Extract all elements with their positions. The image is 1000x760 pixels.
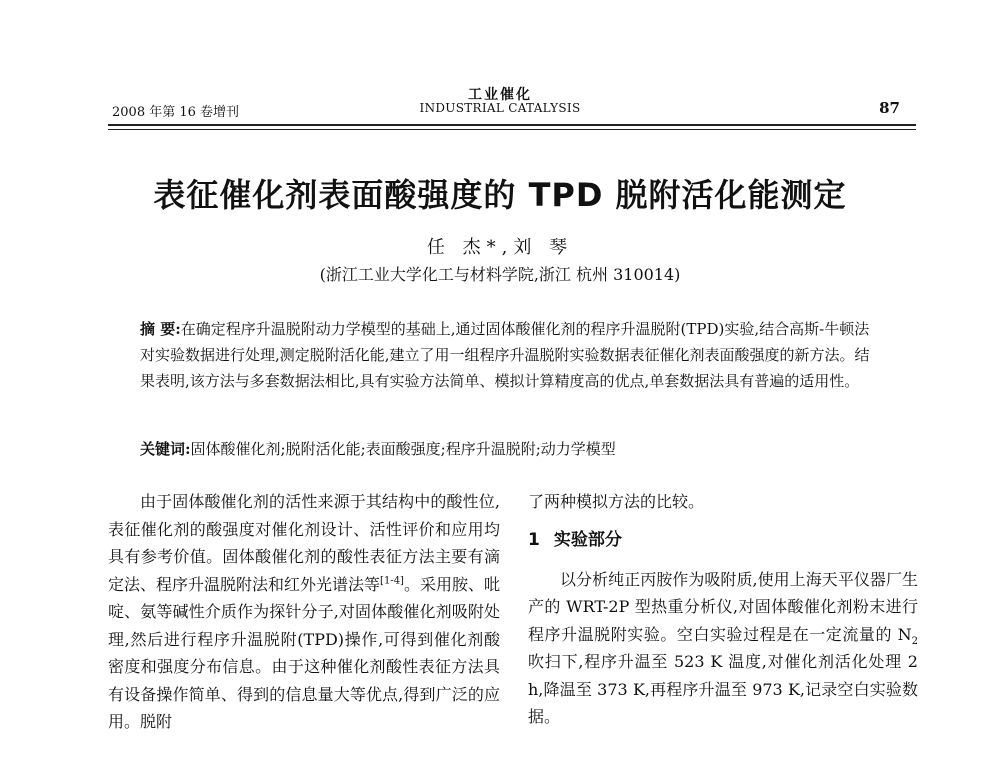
experiment-paragraph <box>528 566 918 731</box>
header-rule-thin <box>108 129 916 130</box>
intro-text-b: 。采用胺、吡啶、氨等碱性介质作为探针分子,对固体酸催化剂吸附处理,然后进行程序升温脱附(TPD)操作,可得到催化剂酸密度和强度分布信息。由于这种催化剂酸性表征方法具有设备操作简单、得到的信息量大等优点,得到广泛的应用。脱附 <box>108 574 500 731</box>
citation-ref: [1-4] <box>380 575 404 587</box>
article-authors: 任 杰*,刘 琴 <box>426 237 574 258</box>
header-rule-thick <box>108 124 916 126</box>
keywords-text: 固体酸催化剂;脱附活化能;表面酸强度;程序升温脱附;动力学模型 <box>190 440 616 458</box>
intro-text-a: 由于固体酸催化剂的活性来源于其结构中的酸性位,表征催化剂的酸强度对催化剂设计、活性评价和应用均具有参考价值。固体酸催化剂的酸性表征方法主要有滴定法、程序升温脱附法和红外光谱法等 <box>108 492 500 594</box>
section-number: 1 <box>528 529 540 550</box>
keywords <box>140 436 880 462</box>
keywords-label: 关键词: <box>140 440 191 458</box>
body-column-right <box>528 488 918 731</box>
intro-paragraph <box>108 488 500 736</box>
experiment-text-a: 以分析纯正丙胺作为吸附质,使用上海天平仪器厂生产的 WRT-2P 型热重分析仪,对固体酸催化剂粉末进行程序升温脱附实验。空白实验过程是在一定流量的 N <box>528 569 918 644</box>
section-heading <box>528 528 918 552</box>
article-affiliation: (浙江工业大学化工与材料学院,浙江 杭州 310014) <box>319 265 681 284</box>
nitrogen-subscript: 2 <box>911 635 918 647</box>
journal-name-cn: 工业催化 <box>468 87 532 103</box>
volume-info: 2008 年第 16 卷增刊 <box>112 105 240 120</box>
experiment-text-b: 吹扫下,程序升温至 523 K 温度,对催化剂活化处理 2 h,降温至 373 K,再程序升温至 973 K,记录空白实验数据。 <box>528 652 918 726</box>
continued-paragraph: 了两种模拟方法的比较。 <box>528 492 705 511</box>
body-column-left <box>108 488 500 736</box>
section-title: 实验部分 <box>553 529 622 550</box>
abstract <box>140 316 880 394</box>
journal-name-en: INDUSTRIAL CATALYSIS <box>419 101 581 115</box>
article-title: 表征催化剂表面酸强度的 TPD 脱附活化能测定 <box>153 176 847 214</box>
abstract-text: 在确定程序升温脱附动力学模型的基础上,通过固体酸催化剂的程序升温脱附(TPD)实验,结合高斯-牛顿法对实验数据进行处理,测定脱附活化能,建立了用一组程序升温脱附实验数据表征催化剂表面酸强度的新方法。结果表明,该方法与多套数据法相比,具有实验方法简单、模拟计算精度高的优点,单套数据法具有普遍的适用性。 <box>140 320 870 390</box>
abstract-label: 摘 要: <box>140 320 181 338</box>
page-number: 87 <box>879 99 900 117</box>
